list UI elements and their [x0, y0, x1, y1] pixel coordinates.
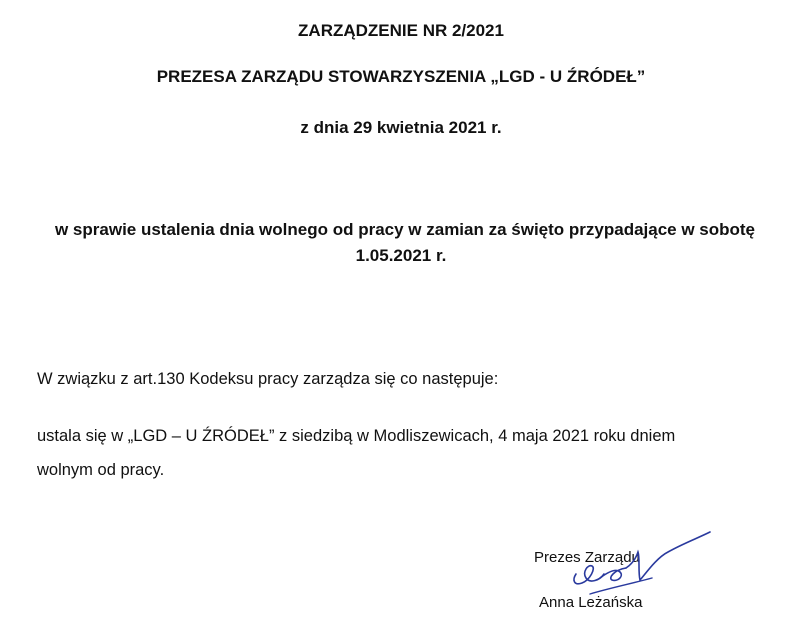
order-title-issuer: PREZESA ZARZĄDU STOWARZYSZENIA „LGD - U ŹRÓDEŁ” — [156, 67, 646, 86]
order-title-date: z dnia 29 kwietnia 2021 r. — [300, 118, 502, 137]
subject-line-2: 1.05.2021 r. — [355, 246, 447, 265]
signature-role: Prezes Zarządu — [534, 549, 640, 566]
signature-name: Anna Leżańska — [539, 594, 643, 611]
order-title-number: ZARZĄDZENIE NR 2/2021 — [298, 21, 504, 40]
body-line-1: W związku z art.130 Kodeksu pracy zarządza się co następuje: — [37, 370, 499, 388]
body-line-2: ustala się w „LGD – U ŹRÓDEŁ” z siedzibą w Modliszewicach, 4 maja 2021 roku dniem — [37, 427, 676, 445]
subject-line-1: w sprawie ustalenia dnia wolnego od pracy w zamian za święto przypadające w sobotę — [54, 220, 756, 239]
signature-stroke — [574, 566, 604, 584]
body-line-3: wolnym od pracy. — [37, 461, 165, 479]
signature-stroke — [626, 532, 710, 580]
